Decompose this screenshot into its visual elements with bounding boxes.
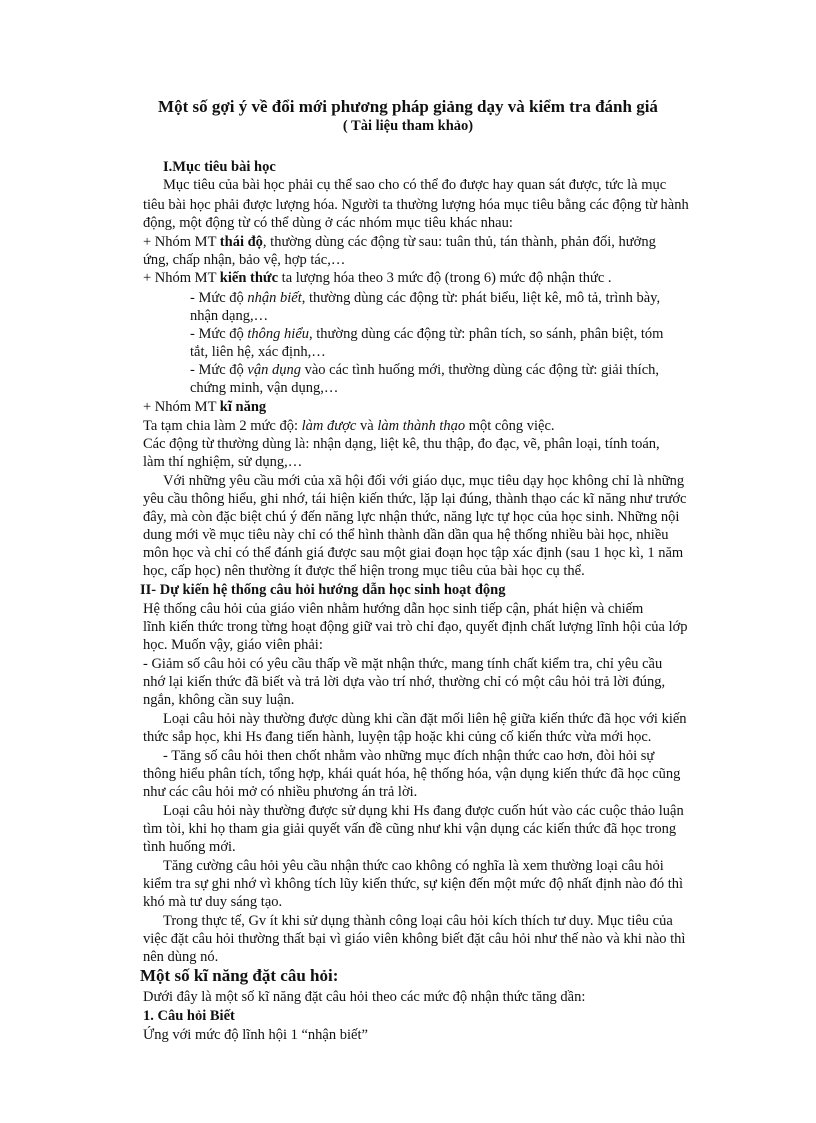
paragraph-line: ứng, chấp nhận, bảo vệ, hợp tác,… — [143, 252, 346, 268]
paragraph-line: Loại câu hỏi này thường được sử dụng khi Hs đang được cuốn hút vào các cuộc thảo luận — [163, 803, 684, 819]
paragraph-line: Các động từ thường dùng là: nhận dạng, liệt kê, thu thập, đo đạc, vẽ, phân loại, tính toán, — [143, 436, 660, 452]
paragraph-line: Trong thực tế, Gv ít khi sử dụng thành công loại câu hỏi kích thích tư duy. Mục tiêu của — [163, 913, 673, 929]
paragraph-line: như các câu hỏi mở có nhiều phương án trả lời. — [143, 784, 418, 800]
keyword-comprehension: thông hiểu — [247, 326, 310, 342]
paragraph-line: tắt, liên hệ, xác định,… — [190, 344, 326, 360]
keyword-skills: kĩ năng — [219, 399, 267, 415]
keyword-knowledge: kiến thức — [219, 270, 279, 286]
paragraph-line: Với những yêu cầu mới của xã hội đối với giáo dục, mục tiêu dạy học không chỉ là những — [163, 473, 685, 489]
paragraph-line: tiêu bài học phải được lượng hóa. Người ta thường lượng hóa mục tiêu bằng các động từ hành — [143, 197, 689, 213]
keyword-attitude: thái độ — [219, 234, 263, 250]
paragraph-line: môn học và chỉ có thể đánh giá được sau một giai đoạn học tập xác định (sau 1 học kì, 1 năm — [143, 545, 684, 561]
text-span: - Mức độ — [190, 290, 248, 306]
text-span: một công việc. — [465, 418, 555, 434]
keyword-application: vận dụng — [247, 362, 301, 378]
level-comprehension — [190, 325, 663, 343]
paragraph-line: chứng minh, vận dụng,… — [190, 380, 339, 396]
level-recognition — [190, 289, 660, 307]
text-span: - Mức độ — [190, 362, 248, 378]
paragraph-line: đây, mà còn đặc biệt chú ý đến năng lực nhận thức, năng lực tự học của học sinh. Những nội — [143, 509, 680, 525]
paragraph-line: ngắn, không cần suy luận. — [143, 692, 295, 708]
text-span: - Mức độ — [190, 326, 248, 342]
paragraph-line: động, một động từ có thể dùng ở các nhóm mục tiêu khác nhau: — [143, 215, 513, 231]
text-span: + Nhóm MT — [143, 399, 220, 415]
paragraph-line: khó mà tư duy sáng tạo. — [143, 894, 283, 910]
bullet-attitude — [143, 233, 735, 251]
text-span: , thường dùng các động từ: phân tích, so sánh, phân biệt, tóm — [309, 326, 664, 342]
paragraph-line: làm thí nghiệm, sử dụng,… — [143, 454, 303, 470]
section-heading-questions: II- Dự kiến hệ thống câu hỏi hướng dẫn học sinh hoạt động — [140, 582, 506, 598]
text-span: và — [356, 418, 378, 434]
paragraph-line: thức sắp học, khi Hs đang tiến hành, luyện tập hoặc khi củng cố kiến thức vừa mới học. — [143, 729, 652, 745]
paragraph-line: tìm tòi, khi họ tham gia giải quyết vấn đề cũng như khi vận dụng các kiến thức đã học trong — [143, 821, 677, 837]
keyword-can-do: làm được — [301, 418, 357, 434]
paragraph-line: Dưới đây là một số kĩ năng đặt câu hỏi theo các mức độ nhận thức tăng dần: — [143, 989, 586, 1005]
paragraph-line: kiểm tra sự ghi nhớ vì không tích lũy kiến thức, sự kiện đến một mức độ nhất định nào đó thì — [143, 876, 684, 892]
text-line: Mục tiêu của bài học phải cụ thể sao cho có thể đo được hay quan sát được, tức là mục — [163, 177, 667, 193]
bullet-skills — [143, 398, 266, 416]
paragraph-line: Tăng cường câu hỏi yêu cầu nhận thức cao không có nghĩa là xem thường loại câu hỏi — [163, 858, 664, 874]
paragraph-line: thông hiểu phân tích, tổng hợp, khái quát hóa, hệ thống hóa, vận dụng kiến thức đã học cũng — [143, 766, 681, 782]
paragraph-line: dung mới về mục tiêu này chỉ có thể hình thành dần dần qua hệ thống nhiều bài học, nhiều — [143, 527, 669, 543]
paragraph-line: học, cấp học) nên thường ít được thể hiện trong mục tiêu của bài học cụ thể. — [143, 563, 585, 579]
skills-levels — [143, 417, 555, 435]
level-application — [190, 361, 659, 379]
paragraph-line: yêu cầu thông hiểu, ghi nhớ, tái hiện kiến thức, lặp lại đúng, thành thạo các kĩ năng như trước — [143, 491, 687, 507]
text-span: + Nhóm MT — [143, 234, 220, 250]
paragraph-line: lĩnh kiến thức trong từng hoạt động giữ vai trò chỉ đạo, quyết định chất lượng lĩnh hội của lớp — [143, 619, 688, 635]
document-subtitle: ( Tài liệu tham khảo) — [342, 118, 474, 134]
bullet-knowledge — [143, 269, 612, 287]
text-span: vào các tình huống mới, thường dùng các động từ: giải thích, — [300, 362, 660, 378]
text-span: , thường dùng các động từ: phát biểu, liệt kê, mô tả, trình bày, — [301, 290, 661, 306]
paragraph-line: việc đặt câu hỏi thường thất bại vì giáo viên không biết đặt câu hỏi như thế nào và khi nào thì — [143, 931, 686, 947]
paragraph-line — [163, 176, 735, 194]
paragraph-line: nhận dạng,… — [190, 308, 269, 324]
paragraph-line: nhớ lại kiến thức đã biết và trả lời dựa vào trí nhớ, thường chỉ có một câu hỏi trả lời đúng, — [143, 674, 666, 690]
document-title: Một số gợi ý về đổi mới phương pháp giảng dạy và kiểm tra đánh giá — [158, 97, 658, 116]
paragraph-line: nên dùng nó. — [143, 949, 219, 965]
paragraph-line: - Giảm số câu hỏi có yêu cầu thấp về mặt nhận thức, mang tính chất kiểm tra, chỉ yêu cầu — [143, 656, 663, 672]
section-heading-skills: Một số kĩ năng đặt câu hỏi: — [140, 966, 339, 985]
section-heading-objectives: I.Mục tiêu bài học — [163, 159, 276, 175]
paragraph-line: Loại câu hỏi này thường được dùng khi cần đặt mối liên hệ giữa kiến thức đã học với kiến — [163, 711, 687, 727]
keyword-proficient: làm thành thạo — [377, 418, 466, 434]
subheading-know-question: 1. Câu hỏi Biết — [143, 1008, 235, 1024]
text-span: Ta tạm chia làm 2 mức độ: — [143, 418, 302, 434]
paragraph-line: học. Muốn vậy, giáo viên phải: — [143, 637, 323, 653]
text-span: , thường dùng các động từ sau: tuân thủ, tán thành, phản đối, hưởng — [262, 234, 656, 250]
text-span: + Nhóm MT — [143, 270, 220, 286]
paragraph-line: - Tăng số câu hỏi then chốt nhằm vào những mục đích nhận thức cao hơn, đòi hỏi sự — [163, 748, 655, 764]
keyword-recognition: nhận biết — [247, 290, 302, 306]
text-span: ta lượng hóa theo 3 mức độ (trong 6) mức độ nhận thức . — [278, 270, 612, 286]
paragraph-line: tình huống mới. — [143, 839, 236, 855]
paragraph-line: Hệ thống câu hỏi của giáo viên nhằm hướng dẫn học sinh tiếp cận, phát hiện và chiếm — [143, 601, 644, 617]
paragraph-line: Ứng với mức độ lĩnh hội 1 “nhận biết” — [143, 1027, 368, 1043]
